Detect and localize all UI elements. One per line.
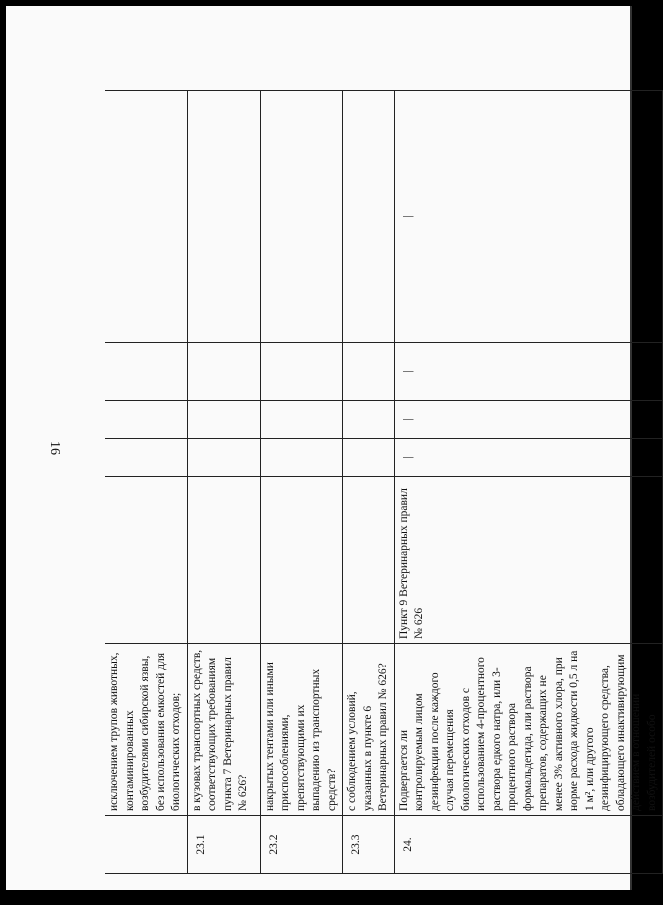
question-text: Подвергается ли контролируемым лицом дезинфекции после каждого случая перемещения биологических отходов с использованием 4-процентного раствора едкого натра, или 3-процентного раствора формальдегида, или раствора препаратов, содержащих не менее 3% активного хлора, при норме расхода жидкости 0,5 л на 1 м², или другого дезинфицирующего средства, обладающего инактивирующим действием в отношении возбудителей особо bbox=[394, 644, 663, 816]
row-number: 23.3 bbox=[343, 816, 395, 874]
page-number: 16 bbox=[47, 441, 62, 455]
row-number: 23.1 bbox=[187, 816, 260, 874]
answer-yes-cell: | bbox=[394, 439, 663, 477]
comment-cell bbox=[343, 91, 395, 343]
reference-text bbox=[187, 477, 260, 644]
answer-na-cell bbox=[187, 343, 260, 401]
row-number bbox=[105, 816, 187, 874]
row-number: 24. bbox=[394, 816, 663, 874]
reference-text bbox=[105, 477, 187, 644]
answer-no-cell bbox=[260, 401, 343, 439]
question-text: исключением трупов животных, контаминированных возбудителями сибирской язвы, без использования емкостей для биологических отходов; bbox=[105, 644, 187, 816]
comment-cell: | bbox=[394, 91, 663, 343]
reference-text: Пункт 9 Ветеринарных правил № 626 bbox=[394, 477, 663, 644]
row-number: 23.2 bbox=[260, 816, 343, 874]
answer-yes-cell bbox=[343, 439, 395, 477]
question-text: с соблюдением условий, указанных в пункте 6 Ветеринарных правил № 626? bbox=[343, 644, 395, 816]
answer-no-cell: | bbox=[394, 401, 663, 439]
reference-text bbox=[260, 477, 343, 644]
answer-na-cell bbox=[343, 343, 395, 401]
answer-no-cell bbox=[343, 401, 395, 439]
answer-na-cell bbox=[105, 343, 187, 401]
answer-yes-cell bbox=[105, 439, 187, 477]
comment-cell bbox=[187, 91, 260, 343]
table-row bbox=[343, 91, 395, 874]
answer-yes-cell bbox=[187, 439, 260, 477]
comment-cell bbox=[260, 91, 343, 343]
table-row bbox=[260, 91, 343, 874]
document-page bbox=[6, 6, 658, 890]
answer-no-cell bbox=[187, 401, 260, 439]
question-text: накрытых тентами или иными приспособлениями, препятствующими их выпадению из транспортных средств? bbox=[260, 644, 343, 816]
table-row bbox=[105, 91, 187, 874]
answer-na-cell: | bbox=[394, 343, 663, 401]
table-row bbox=[187, 91, 260, 874]
answer-yes-cell bbox=[260, 439, 343, 477]
checklist-table bbox=[105, 90, 663, 874]
comment-cell bbox=[105, 91, 187, 343]
answer-na-cell bbox=[260, 343, 343, 401]
question-text: в кузовах транспортных средств, соответствующих требованиям пункта 7 Ветеринарных правил № 626? bbox=[187, 644, 260, 816]
rotated-table-wrapper bbox=[105, 91, 658, 874]
reference-text bbox=[343, 477, 395, 644]
table-row bbox=[394, 91, 663, 874]
answer-no-cell bbox=[105, 401, 187, 439]
